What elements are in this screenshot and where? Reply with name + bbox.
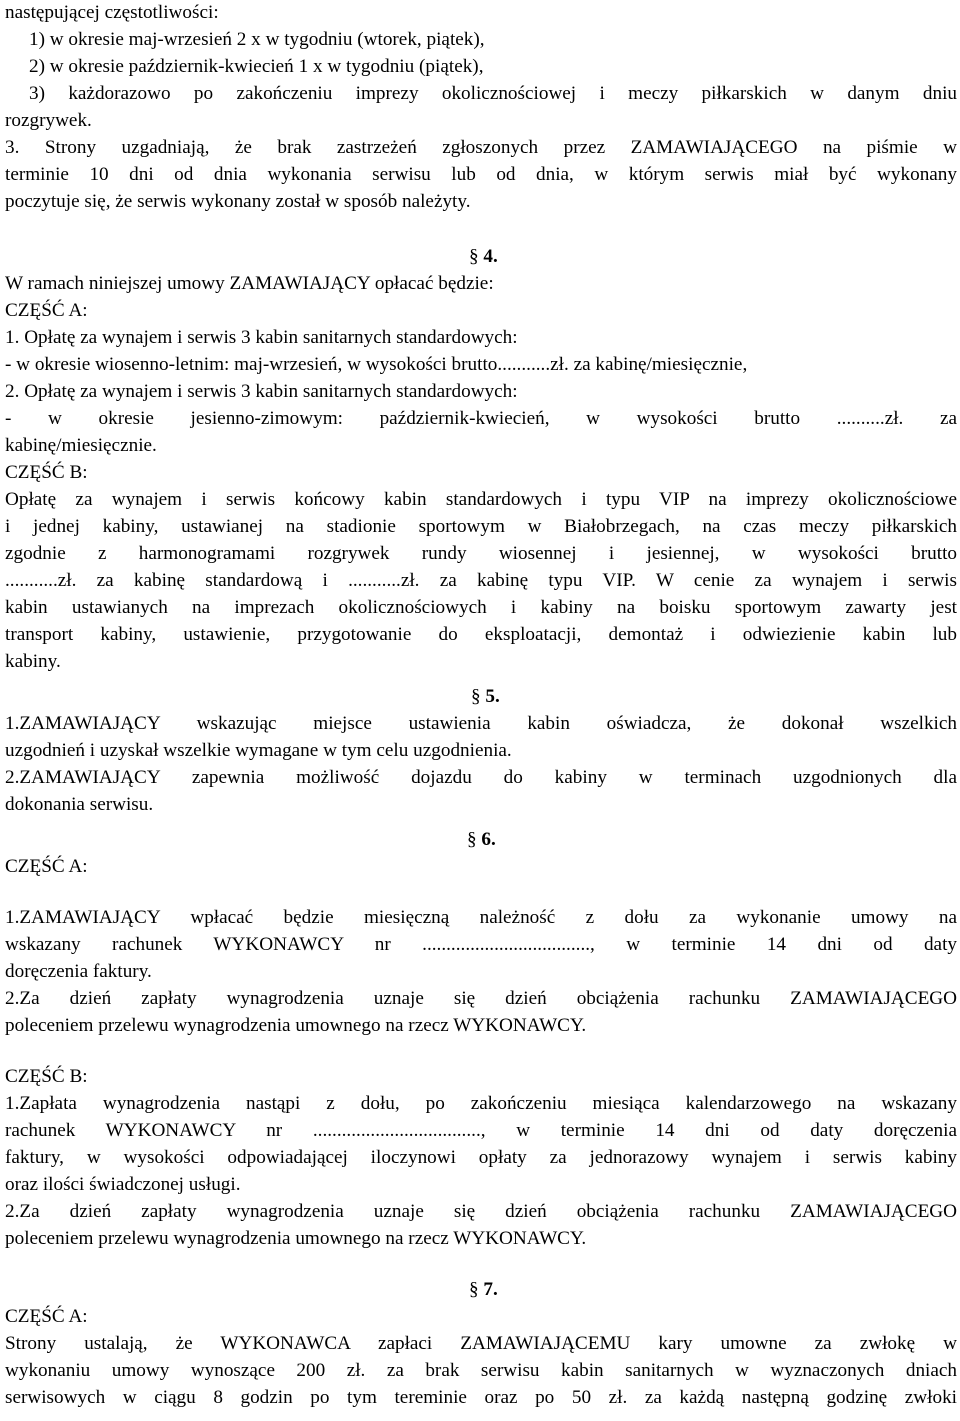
list-item: 3) każdorazowo po zakończeniu imprezy okolicznościowej i meczy piłkarskich w danym dniu — [29, 83, 957, 104]
text-line: doręczenia faktury. — [5, 961, 152, 982]
spacer — [5, 880, 957, 904]
text-line: ...........zł. za kabinę standardową i ...........zł. za kabinę typu VIP. W cenie za wynajem i serwis — [5, 570, 957, 591]
section-mark-icon: § — [469, 246, 479, 267]
section-number: 4. — [483, 246, 498, 267]
text-line: poleceniem przelewu wynagrodzenia umownego na rzecz WYKONAWCY. — [5, 1228, 587, 1249]
section-mark-icon: § — [471, 686, 481, 707]
section-mark-icon: § — [469, 1279, 479, 1300]
text-line: terminie 10 dni od dnia wykonania serwisu lub od dnia, w którym serwis miał być wykonany — [5, 164, 957, 185]
spacer — [5, 818, 957, 826]
list-item: 1) w okresie maj-wrzesień 2 x w tygodniu (wtorek, piątek), — [29, 29, 485, 50]
spacer — [5, 1039, 957, 1063]
spacer — [5, 1252, 957, 1276]
section-heading-7 — [5, 1276, 957, 1303]
text-line: transport kabiny, ustawienie, przygotowanie do eksploatacji, demontaż i odwiezienie kabin lub — [5, 624, 957, 645]
text-line: W ramach niniejszej umowy ZAMAWIAJĄCY opłacać będzie: — [5, 273, 494, 294]
part-heading: CZĘŚĆ B: — [5, 462, 88, 483]
text-line: 2. Opłatę za wynajem i serwis 3 kabin sanitarnych standardowych: — [5, 381, 518, 402]
text-line: 2.ZAMAWIAJĄCY zapewnia możliwość dojazdu do kabiny w terminach uzgodnionych dla — [5, 767, 957, 788]
text-line: uzgodnień i uzyskał wszelkie wymagane w tym celu uzgodnienia. — [5, 740, 512, 761]
text-line: - w okresie jesienno-zimowym: październik-kwiecień, w wysokości brutto ..........zł. za — [5, 408, 957, 429]
part-heading: CZĘŚĆ A: — [5, 300, 88, 321]
document-page — [5, 0, 957, 1411]
text-line: zgodnie z harmonogramami rozgrywek rundy wiosennej i jesiennej, w wysokości brutto — [5, 543, 957, 564]
text-line: kabinę/miesięcznie. — [5, 435, 157, 456]
text-line: oraz ilości świadczonej usługi. — [5, 1174, 241, 1195]
section-heading-6 — [5, 826, 957, 853]
text-line: następującej częstotliwości: — [5, 2, 219, 23]
text-line: kabiny. — [5, 651, 61, 672]
part-heading: CZĘŚĆ A: — [5, 856, 88, 877]
text-line: 1.ZAMAWIAJĄCY wpłacać będzie miesięczną należność z dołu za wykonanie umowy na — [5, 907, 957, 928]
text-line: wykonaniu umowy wynoszące 200 zł. za brak serwisu kabin sanitarnych w wyznaczonych dniach — [5, 1360, 957, 1381]
section-mark-icon: § — [467, 829, 477, 850]
text-line: Opłatę za wynajem i serwis końcowy kabin standardowych i typu VIP na imprezy okolicznościowe — [5, 489, 957, 510]
part-heading: CZĘŚĆ B: — [5, 1066, 88, 1087]
text-line: i jednej kabiny, ustawianej na stadionie sportowym w Białobrzegach, na czas meczy piłkarskich — [5, 516, 957, 537]
list-item: 2) w okresie październik-kwiecień 1 x w tygodniu (piątek), — [29, 56, 484, 77]
section-number: 5. — [485, 686, 500, 707]
text-line — [5, 134, 957, 161]
section-number: 7. — [483, 1279, 498, 1300]
text-line: wskazany rachunek WYKONAWCY nr ..................................., w terminie 14 dni od daty — [5, 934, 957, 955]
text-line: 1.Zapłata wynagrodzenia nastąpi z dołu, po zakończeniu miesiąca kalendarzowego na wskazany — [5, 1093, 957, 1114]
text-line: 2.Za dzień zapłaty wynagrodzenia uznaje się dzień obciążenia rachunku ZAMAWIAJĄCEGO — [5, 988, 957, 1009]
spacer — [5, 675, 957, 683]
section-heading-4 — [5, 243, 957, 270]
text-line: Strony ustalają, że WYKONAWCA zapłaci ZAMAWIAJĄCEMU kary umowne za zwłokę w — [5, 1333, 957, 1354]
text-line: rozgrywek. — [5, 110, 92, 131]
text-line: 2.Za dzień zapłaty wynagrodzenia uznaje się dzień obciążenia rachunku ZAMAWIAJĄCEGO — [5, 1201, 957, 1222]
section-number: 6. — [481, 829, 496, 850]
text-line: 1. Opłatę za wynajem i serwis 3 kabin sanitarnych standardowych: — [5, 327, 518, 348]
text-line: - w okresie wiosenno-letnim: maj-wrzesień, w wysokości brutto...........zł. za kabinę/miesięcznie, — [5, 354, 748, 375]
clause-text: Strony uzgadniają, że brak zastrzeżeń zgłoszonych przez ZAMAWIAJĄCEGO na piśmie w — [44, 137, 957, 158]
text-line: serwisowych w ciągu 8 godzin po tym tereminie oraz po 50 zł. za każdą następną godzinę zwłoki — [5, 1387, 957, 1408]
part-heading: CZĘŚĆ A: — [5, 1306, 88, 1327]
text-line: poleceniem przelewu wynagrodzenia umownego na rzecz WYKONAWCY. — [5, 1015, 587, 1036]
text-line: rachunek WYKONAWCY nr ..................................., w terminie 14 dni od daty doręczenia — [5, 1120, 957, 1141]
text-line: kabin ustawianych na imprezach okolicznościowych i kabiny na boisku sportowym zawarty jest — [5, 597, 957, 618]
section-heading-5 — [5, 683, 957, 710]
spacer — [5, 215, 957, 243]
text-line: 1.ZAMAWIAJĄCY wskazując miejsce ustawienia kabin oświadcza, że dokonał wszelkich — [5, 713, 957, 734]
text-line: dokonania serwisu. — [5, 794, 154, 815]
clause-number: 3. — [5, 137, 20, 158]
text-line: poczytuje się, że serwis wykonany został w sposób należyty. — [5, 191, 471, 212]
text-line: faktury, w wysokości odpowiadającej iloczynowi opłaty za jednorazowy wynajem i serwis kabiny — [5, 1147, 957, 1168]
